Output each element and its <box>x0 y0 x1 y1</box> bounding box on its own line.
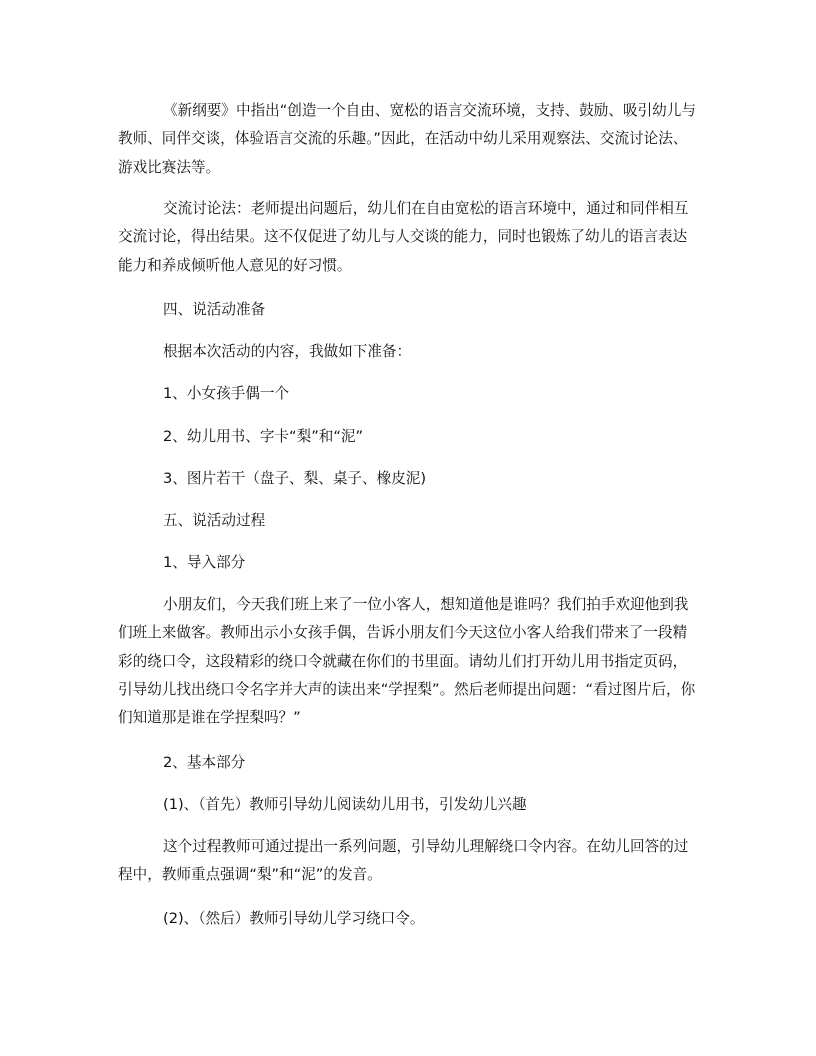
paragraph-new-outline-quote: 《新纲要》中指出“创造一个自由、宽松的语言交流环境，支持、鼓励、吸引幼儿与教师、同伴交谈，体验语言交流的乐趣。”因此，在活动中幼儿采用观察法、交流讨论法、游戏比赛法等。 <box>118 102 696 176</box>
paragraph-process-questions: 这个过程教师可通过提出一系列问题，引导幼儿理解绕口令内容。在幼儿回答的过程中，教师重点强调“梨”和“泥”的发音。 <box>118 838 689 884</box>
list-item-pictures: 3、图片若干（盘子、梨、桌子、橡皮泥) <box>163 470 427 487</box>
heading-introduction-part: 1、导入部分 <box>163 554 246 571</box>
list-item-books-cards: 2、幼儿用书、字卡“梨”和“泥” <box>163 428 364 445</box>
step-then-learning: (2)、（然后）教师引导幼儿学习绕口令。 <box>163 910 425 927</box>
list-item-hand-puppet: 1、小女孩手偶一个 <box>163 385 290 402</box>
paragraph-preparation-intro: 根据本次活动的内容，我做如下准备： <box>163 343 412 360</box>
step-first-reading: (1)、（首先）教师引导幼儿阅读幼儿用书，引发幼儿兴趣 <box>163 796 527 813</box>
paragraph-discussion-method: 交流讨论法：老师提出问题后，幼儿们在自由宽松的语言环境中，通过和同伴相互交流讨论，得出结果。这不仅促进了幼儿与人交谈的能力，同时也锻炼了幼儿的语言表达能力和养成倾听他人意见的好习惯。 <box>118 200 689 274</box>
heading-activity-preparation: 四、说活动准备 <box>163 301 266 318</box>
paragraph-introduction-content: 小朋友们，今天我们班上来了一位小客人，想知道他是谁吗？我们拍手欢迎他到我们班上来做客。教师出示小女孩手偶，告诉小朋友们今天这位小客人给我们带来了一段精彩的绕口令，这段精彩的绕口令就藏在你们的书里面。请幼儿们打开幼儿用书指定页码，引导幼儿找出绕口令名字并大声的读出来“学捏梨”。然后老师提出问题：“看过图片后，你们知道那是谁在学捏梨吗？” <box>118 596 696 727</box>
heading-activity-process: 五、说活动过程 <box>163 512 266 529</box>
heading-basic-part: 2、基本部分 <box>163 754 246 771</box>
